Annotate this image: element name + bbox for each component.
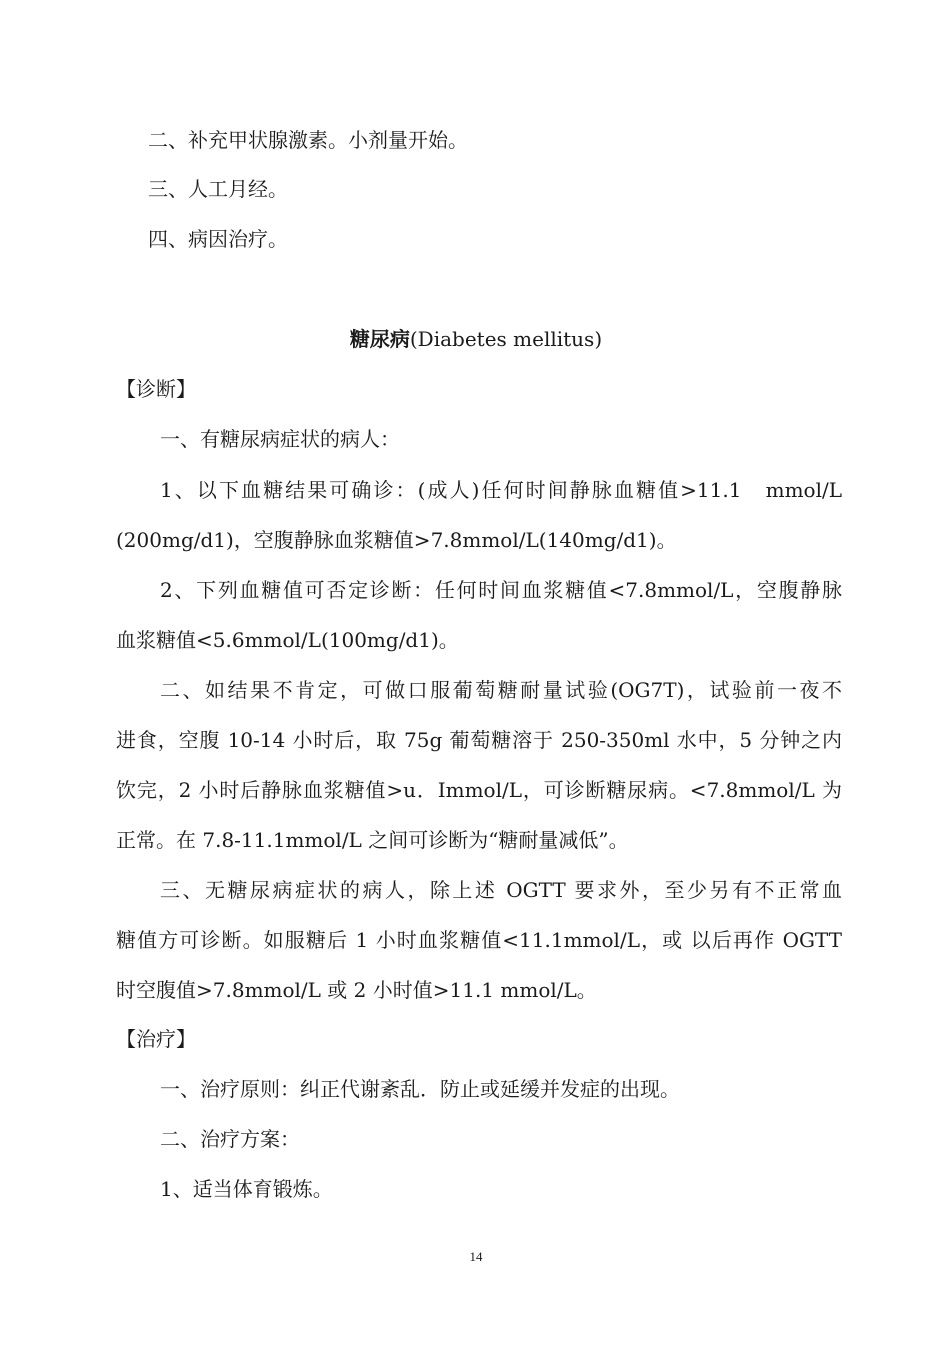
text-line: 三、无糖尿病症状的病人，除上述 OGTT 要求外，至少另有不正常血 xyxy=(160,878,842,902)
text-line: 二、如结果不肯定，可做口服葡萄糖耐量试验(OG7T)，试验前一夜不 xyxy=(160,678,842,702)
text-line: 1、适当体育锻炼。 xyxy=(160,1177,333,1201)
section-title-cn: 糖尿病 xyxy=(349,327,410,351)
text-line: 时空腹值>7.8mmol/L 或 2 小时值>11.1 mmol/L。 xyxy=(116,978,597,1002)
text-line: 进食，空腹 10-14 小时后，取 75g 葡萄糖溶于 250-350ml 水中，5 分钟之内 xyxy=(116,728,842,752)
text-line: 二、补充甲状腺激素。小剂量开始。 xyxy=(148,128,468,152)
text-line: 一、治疗原则：纠正代谢紊乱．防止或延缓并发症的出现。 xyxy=(160,1077,680,1101)
text-line: 血浆糖值<5.6mmol/L(100mg/d1)。 xyxy=(116,628,459,652)
treatment-heading: 【治疗】 xyxy=(116,1027,196,1051)
text-line: 三、人工月经。 xyxy=(148,177,288,201)
text-line: 一、有糖尿病症状的病人： xyxy=(160,427,400,451)
section-title-en: (Diabetes mellitus) xyxy=(409,327,603,351)
diagnosis-heading: 【诊断】 xyxy=(116,377,196,401)
text-line: (200mg/d1)，空腹静脉血浆糖值>7.8mmol/L(140mg/d1)。 xyxy=(116,528,677,552)
text-line: 饮完，2 小时后静脉血浆糖值>u．Immol/L，可诊断糖尿病。<7.8mmol/L 为 xyxy=(116,778,842,802)
text-line: 四、病因治疗。 xyxy=(148,227,288,251)
text-line: 正常。在 7.8-11.1mmol/L 之间可诊断为“糖耐量减低”。 xyxy=(116,828,629,852)
section-title xyxy=(0,325,952,353)
page-number: 14 xyxy=(469,1249,483,1264)
text-line: 二、治疗方案： xyxy=(160,1127,300,1151)
text-line: 1、以下血糖结果可确诊：(成人)任何时间静脉血糖值>11.1 mmol/L xyxy=(160,478,842,502)
text-line: 2、下列血糖值可否定诊断：任何时间血浆糖值<7.8mmol/L，空腹静脉 xyxy=(160,578,842,602)
text-line: 糖值方可诊断。如服糖后 1 小时血浆糖值<11.1mmol/L，或 以后再作 OGTT xyxy=(116,928,842,952)
